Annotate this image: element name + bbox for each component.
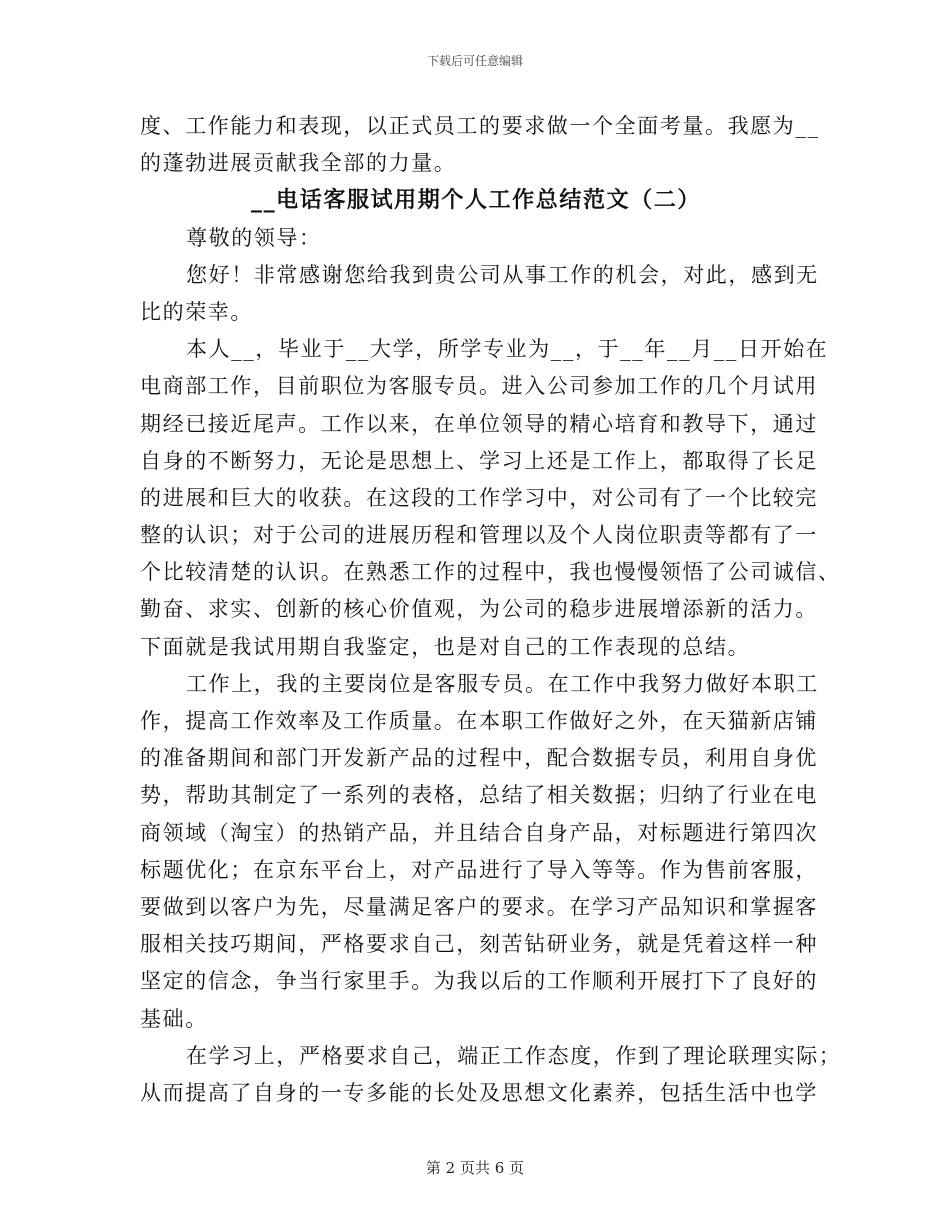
paragraph-line: 个比较清楚的认识。在熟悉工作的过程中，我也慢慢领悟了公司诚信、 <box>140 560 841 585</box>
paragraph-line: 标题优化；在京东平台上，对产品进行了导入等等。作为售前客服， <box>140 857 818 882</box>
salutation: 尊敬的领导： <box>186 225 322 250</box>
paragraph-line: 度、工作能力和表现，以正式员工的要求做一个全面考量。我愿为__ <box>140 114 820 138</box>
paragraph-line: 的蓬勃进展贡献我全部的力量。 <box>140 151 457 176</box>
paragraph-line: 坚定的信念，争当行家里手。为我以后的工作顺利开展打下了良好的 <box>140 969 818 994</box>
document-body <box>140 108 842 1112</box>
paragraph-line: 作，提高工作效率及工作质量。在本职工作做好之外，在天猫新店铺 <box>140 709 818 733</box>
paragraph-line: 勤奋、求实、创新的核心价值观，为公司的稳步进展增添新的活力。 <box>140 597 818 622</box>
paragraph-line: 商领域（淘宝）的热销产品，并且结合自身产品，对标题进行第四次 <box>140 820 818 845</box>
paragraph-line: 从而提高了自身的一专多能的长处及思想文化素养，包括生活中也学 <box>140 1080 818 1105</box>
paragraph-line: 本人__，毕业于__大学，所学专业为__，于__年__月__日开始在 <box>186 337 829 362</box>
paragraph-line: 自身的不断努力，无论是思想上、学习上还是工作上，都取得了长足 <box>140 448 818 473</box>
paragraph-line: 下面就是我试用期自我鉴定，也是对自己的工作表现的总结。 <box>140 634 751 659</box>
paragraph-line: 的准备期间和部门开发新产品的过程中，配合数据专员，利用自身优 <box>140 746 818 771</box>
paragraph-line: 工作上，我的主要岗位是客服专员。在工作中我努力做好本职工 <box>186 671 819 696</box>
section-title: __电话客服试用期个人工作总结范文（二） <box>250 187 701 214</box>
paragraph-line: 基础。 <box>140 1006 208 1031</box>
paragraph-line: 整的认识；对于公司的进展历程和管理以及个人岗位职责等都有了一 <box>140 523 818 548</box>
paragraph-line: 势，帮助其制定了一系列的表格，总结了相关数据；归纳了行业在电 <box>140 783 818 808</box>
paragraph-line: 电商部工作，目前职位为客服专员。进入公司参加工作的几个月试用 <box>140 374 818 399</box>
page-header: 下载后可任意编辑 <box>426 54 523 68</box>
paragraph-line: 要做到以客户为先，尽量满足客户的要求。在学习产品知识和掌握客 <box>140 894 818 919</box>
paragraph-line: 在学习上，严格要求自己，端正工作态度，作到了理论联理实际； <box>186 1043 842 1068</box>
paragraph-line: 服相关技巧期间，严格要求自己，刻苦钻研业务，就是凭着这样一种 <box>140 932 818 957</box>
paragraph-line: 您好！非常感谢您给我到贵公司从事工作的机会，对此，感到无 <box>186 262 819 287</box>
page-footer: 第 2 页共 6 页 <box>425 1159 525 1177</box>
paragraph-line: 的进展和巨大的收获。在这段的工作学习中，对公司有了一个比较完 <box>140 485 818 510</box>
paragraph-line: 比的荣幸。 <box>140 299 253 324</box>
paragraph-line: 期经已接近尾声。工作以来，在单位领导的精心培育和教导下，通过 <box>140 411 818 436</box>
